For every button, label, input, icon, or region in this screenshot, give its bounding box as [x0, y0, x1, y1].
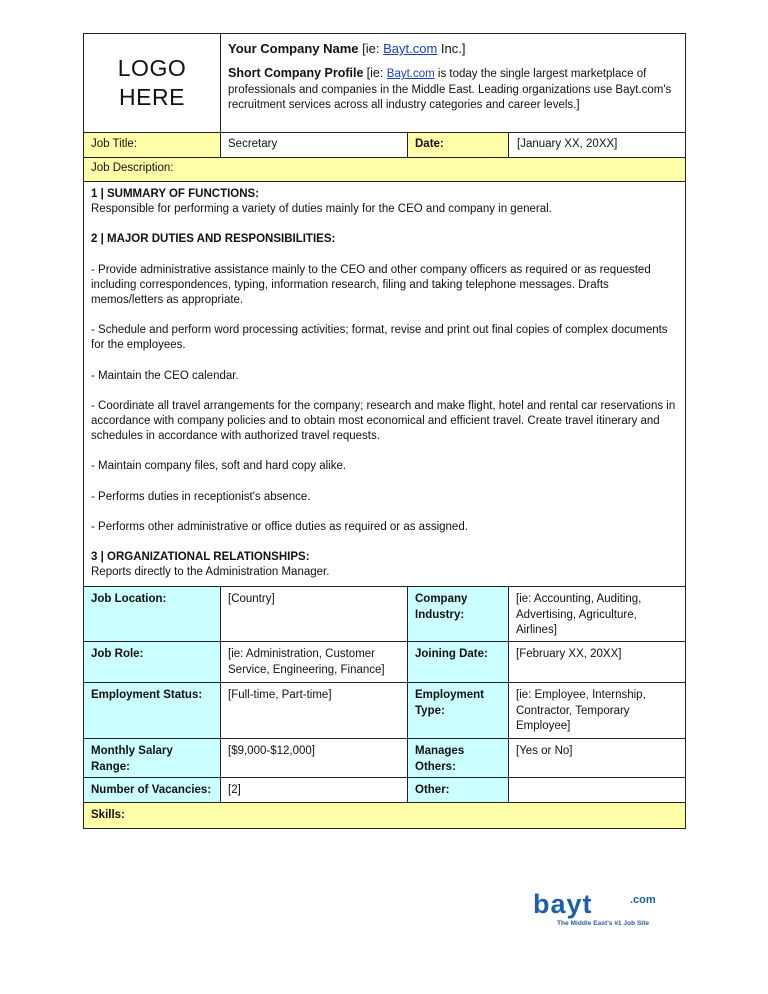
- duties-heading: 2 | MAJOR DUTIES AND RESPONSIBILITIES:: [91, 233, 336, 246]
- manages-others-value[interactable]: [Yes or No]: [508, 739, 685, 777]
- duty-item: - Schedule and perform word processing activities; format, revise and print out final copies of complex documents for the employees.: [91, 324, 668, 352]
- employment-type-value[interactable]: [ie: Employee, Internship, Contractor, Temporary Employee]: [508, 683, 685, 738]
- job-description-body-row: [84, 182, 685, 587]
- company-name-line: [228, 40, 679, 57]
- salary-manages-row: [84, 739, 685, 778]
- vacancies-value[interactable]: [2]: [220, 778, 407, 802]
- employment-type-label: Employment Type:: [407, 683, 508, 738]
- header-row: [84, 34, 685, 133]
- duty-item: - Coordinate all travel arrangements for the company; research and make flight, hotel and rental car reservations in accordance with company policies and to obtain most economical and efficient travel. Create travel itinerary and schedules in accordance with authorized travel requests.: [91, 399, 676, 443]
- org-heading: 3 | ORGANIZATIONAL RELATIONSHIPS:: [91, 551, 310, 564]
- profile-label: Short Company Profile: [228, 66, 364, 80]
- job-location-value[interactable]: [Country]: [220, 587, 407, 641]
- company-name-hint-suffix: Inc.]: [437, 41, 466, 56]
- job-description-header-row: [84, 158, 685, 182]
- role-joining-row: [84, 642, 685, 683]
- date-label: Date:: [407, 133, 508, 157]
- salary-label: Monthly Salary Range:: [84, 739, 220, 777]
- job-role-label: Job Role:: [84, 642, 220, 682]
- job-role-value[interactable]: [ie: Administration, Customer Service, Engineering, Finance]: [220, 642, 407, 682]
- skills-row: [84, 803, 685, 828]
- joining-date-value[interactable]: [February XX, 20XX]: [508, 642, 685, 682]
- location-industry-row: [84, 587, 685, 642]
- profile-text: is today the single largest marketplace of professionals and companies in the Middle East. Leading organizations use Bayt.com's recruitment services across all industry categories and career levels.]: [228, 68, 672, 111]
- company-name-hint-prefix: [ie:: [362, 41, 384, 56]
- vacancies-label: Number of Vacancies:: [84, 778, 220, 802]
- logo-line-2: HERE: [119, 84, 185, 110]
- employment-status-label: Employment Status:: [84, 683, 220, 738]
- company-industry-value[interactable]: [ie: Accounting, Auditing, Advertising, Agriculture, Airlines]: [508, 587, 685, 641]
- job-title-row: [84, 133, 685, 158]
- duty-item: - Performs other administrative or office duties as required or as assigned.: [91, 520, 468, 533]
- job-title-value[interactable]: Secretary: [220, 133, 407, 157]
- summary-text: Responsible for performing a variety of duties mainly for the CEO and company in general.: [91, 203, 552, 216]
- job-location-label: Job Location:: [84, 587, 220, 641]
- bayt-logo-wordmark: bayt: [533, 889, 593, 919]
- summary-heading: 1 | SUMMARY OF FUNCTIONS:: [91, 188, 260, 200]
- bayt-logo-tagline: The Middle East's #1 Job Site: [557, 920, 650, 927]
- duty-item: - Provide administrative assistance mainly to the CEO and other company officers as required or as requested including correspondences, typing, information research, filing and taking telephone messages. Drafts memos/letters as appropriate.: [91, 263, 651, 307]
- profile-hint-prefix: [ie:: [366, 66, 387, 80]
- skills-label: Skills:: [84, 803, 685, 828]
- company-industry-label: Company Industry:: [407, 587, 508, 641]
- date-value[interactable]: [January XX, 20XX]: [508, 133, 685, 157]
- manages-others-label: Manages Others:: [407, 739, 508, 777]
- duty-item: - Maintain the CEO calendar.: [91, 369, 239, 382]
- duty-item: - Maintain company files, soft and hard copy alike.: [91, 460, 347, 473]
- joining-date-label: Joining Date:: [407, 642, 508, 682]
- org-text: Reports directly to the Administration Manager.: [91, 566, 330, 579]
- job-description-form: [83, 33, 686, 829]
- job-description-label: Job Description:: [84, 158, 685, 181]
- vacancies-other-row: [84, 778, 685, 803]
- other-label: Other:: [407, 778, 508, 802]
- company-info: [220, 34, 685, 132]
- company-name-label: Your Company Name: [228, 41, 359, 56]
- company-profile: [228, 66, 679, 114]
- logo-line-1: LOGO: [117, 55, 187, 81]
- employment-status-value[interactable]: [Full-time, Part-time]: [220, 683, 407, 738]
- employment-row: [84, 683, 685, 739]
- job-description-body[interactable]: [84, 182, 685, 586]
- bayt-logo: [533, 889, 683, 929]
- duty-item: - Performs duties in receptionist's absence.: [91, 490, 311, 503]
- job-title-label: Job Title:: [84, 133, 220, 157]
- salary-value[interactable]: [$9,000-$12,000]: [220, 739, 407, 777]
- profile-link[interactable]: Bayt.com: [386, 68, 435, 80]
- other-value[interactable]: [508, 778, 685, 802]
- company-name-link[interactable]: Bayt.com: [383, 41, 438, 56]
- logo-placeholder: [84, 34, 220, 132]
- bayt-logo-suffix: .com: [630, 894, 656, 906]
